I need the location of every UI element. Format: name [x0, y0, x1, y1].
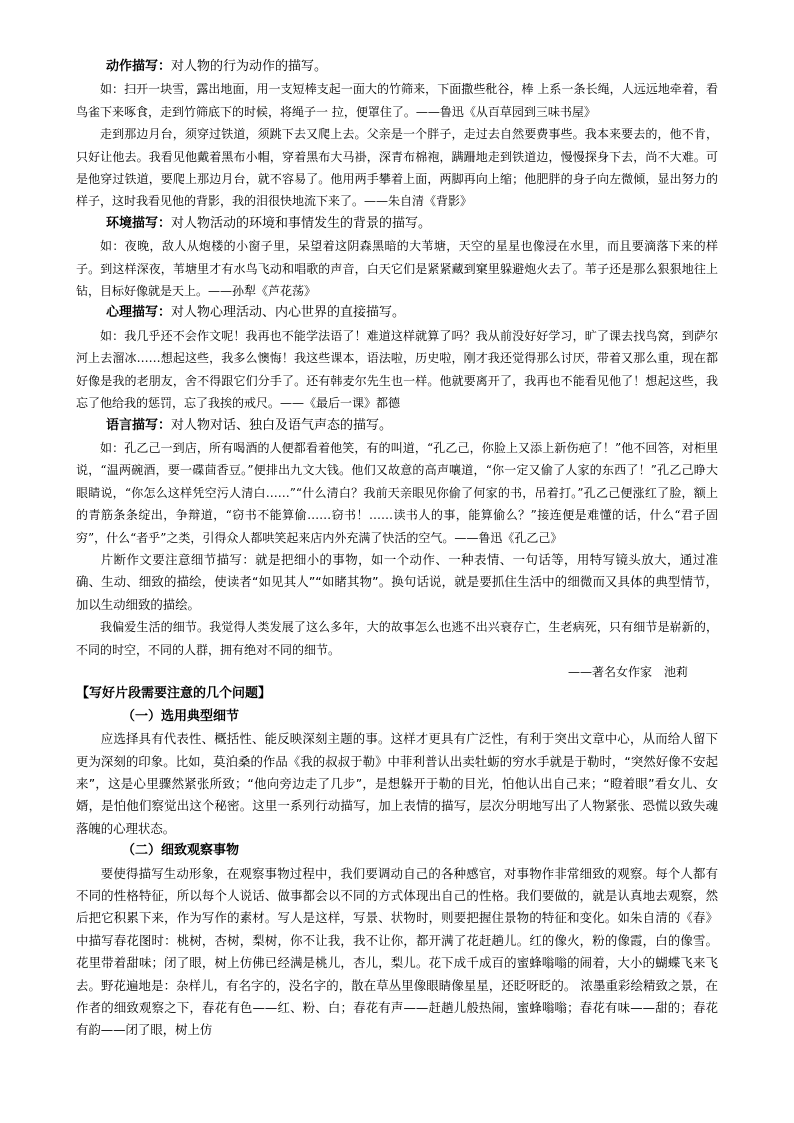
paragraph-typical-detail: 应选择具有代表性、概括性、能反映深刻主题的事。这样才更具有广泛性，有利于突出文章中心，从而给人留下更为深刻的印象。比如，莫泊桑的作品《我的叔叔于勒》中菲利普认出卖牡蛎的穷水手就是于勒时，“突然好像不安起来”，这是心里骤然紧张所致；“他向旁边走了几步”，是想躲开于勒的目光，怕他认出自己来；“瞪着眼”看女儿、女婿，是怕他们察觉出这个秘密。这里一系列行动描写，加上表情的描写，层次分明地写出了人物紧张、恐慌以致失魂落魄的心理状态。 — [76, 731, 718, 836]
quote-signature: ——著名女作家 池莉 — [567, 664, 688, 679]
term-environment: 环境描写： — [106, 215, 172, 231]
def-action: 对人物的行为动作的描写。 — [171, 59, 328, 74]
example-language: 如：孔乙己一到店，所有喝酒的人便都看着他笑，有的叫道，“孔乙己，你脸上又添上新伤疤了！”他不回答，对柜里说，“温两碗酒，要一碟茴香豆。”便排出九文大钱。他们又故意的高声嚷道，“你一定又偷了人家的东西了！”孔乙己睁大眼睛说，“你怎么这样凭空污人清白……”“什么清白？我前天亲眼见你偷了何家的书，吊着打。”孔乙己便涨红了脸，额上的青筋条条绽出，争辩道，“窃书不能算偷……窃书！……读书人的事，能算偷么？”接连便是难懂的话，什么“君子固穷”，什么“者乎”之类，引得众人都哄笑起来店内外充满了快活的空气。——鲁迅《孔乙己》 — [76, 440, 718, 545]
example-action-2: 走到那边月台，须穿过铁道，须跳下去又爬上去。父亲是一个胖子，走过去自然要费事些。我本来要去的，他不肯，只好让他去。我看见他戴着黑布小帽，穿着黑布大马褂，深青布棉袍，蹒跚地走到铁道边，慢慢探身下去，尚不大难。可是他穿过铁道，要爬上那边月台，就不容易了。他用两手攀着上面，两脚再向上缩；他肥胖的身子向左微倾，显出努力的样子，这时我看见他的背影，我的泪很快地流下来了。——朱自清《背影》 — [76, 127, 718, 209]
def-environment: 对人物活动的环境和事情发生的背景的描写。 — [171, 215, 432, 231]
paragraph-observation: 要使得描写生动形象，在观察事物过程中，我们要调动自己的各种感官，对事物作非常细致的观察。每个人都有不同的性格特征，所以每个人说话、做事都会以不同的方式体现出自己的性格。我们要做的，就是认真地去观察，然后把它积累下来，作为写作的素材。写人是这样，写景、状物时，则要把握住景物的特征和变化。如朱自清的《春》中描写春花图时：桃树，杏树，梨树，你不让我，我不让你，都开满了花赶趟儿。红的像火，粉的像霞，白的像雪。花里带着甜味；闭了眼，树上仿佛已经满是桃儿，杏儿，梨儿。花下成千成百的蜜蜂嗡嗡的闹着，大小的蝴蝶飞来飞去。野花遍地是：杂样儿，有名字的，没名字的，散在草丛里像眼睛像星星，还眨呀眨的。 浓墨重彩绘精致之景，在作者的细致观察之下，春花有色——红、粉、白；春花有声——赶趟儿般热闹，蜜蜂嗡嗡；春花有味——甜的；春花有韵——闭了眼，树上仿 — [76, 865, 718, 1038]
subheading-2: （二）细致观察事物 — [122, 843, 240, 859]
heading-environment — [76, 213, 718, 235]
example-psychology: 如：我几乎还不会作文呢！我再也不能学法语了！难道这样就算了吗？我从前没好好学习，旷了课去找鸟窝，到萨尔河上去溜冰……想起这些，我多么懊悔！我这些课本，语法啦，历史啦，刚才我还觉得那么讨厌，带着又那么重，现在都好像是我的老朋友，舍不得跟它们分手了。还有韩麦尔先生也一样。他就要离开了，我再也不能看见他了！想起这些，我忘了他给我的惩罚，忘了我挨的戒尺。——《最后一课》都德 — [76, 328, 718, 411]
term-psychology: 心理描写： — [106, 305, 172, 321]
detail-paragraph: 片断作文要注意细节描写：就是把细小的事物，如一个动作、一种表情、一句话等，用特写镜头放大，通过准确、生动、细致的描绘，使读者“如见其人”“如睹其物”。换句话说，就是要抓住生活中的细微而又具体的典型情节，加以生动细致的描绘。 — [76, 551, 718, 612]
quote-paragraph: 我偏爱生活的细节。我觉得人类发展了这么多年，大的故事怎么也逃不出兴衰存亡，生老病死，只有细节是崭新的，不同的时空，不同的人群，拥有绝对不同的细节。 — [76, 620, 718, 657]
heading-language — [76, 415, 718, 437]
term-language: 语言描写： — [106, 417, 172, 433]
example-environment: 如：夜晚，敌人从炮楼的小窗子里，呆望着这阴森黑暗的大苇塘，天空的星星也像浸在水里，而且要滴落下来的样子。到这样深夜，苇塘里才有水鸟飞动和唱歌的声音，白天它们是紧紧藏到窠里躲避炮火去了。苇子还是那么狠狠地往上钻，目标好像就是天上。——孙犁《芦花荡》 — [76, 239, 718, 299]
section-heading: 【写好片段需要注意的几个问题】 — [76, 686, 272, 702]
heading-psychology — [76, 302, 718, 324]
def-psychology: 对人物心理活动、内心世界的直接描写。 — [171, 305, 406, 321]
heading-action — [76, 56, 718, 78]
example-action-1: 如：扫开一块雪，露出地面，用一支短棒支起一面大的竹筛来，下面撒些秕谷，棒 上系一条长绳，人远远地牵着，看鸟雀下来啄食，走到竹筛底下的时候，将绳子一 拉，便罩住了。——鲁迅《从百草园到三味书屋》 — [76, 82, 718, 119]
subheading-1: （一）选用典型细节 — [122, 708, 240, 724]
def-language: 对人物对话、独白及语气声态的描写。 — [171, 417, 393, 433]
term-action: 动作描写： — [106, 59, 172, 74]
document-page — [76, 56, 718, 1042]
